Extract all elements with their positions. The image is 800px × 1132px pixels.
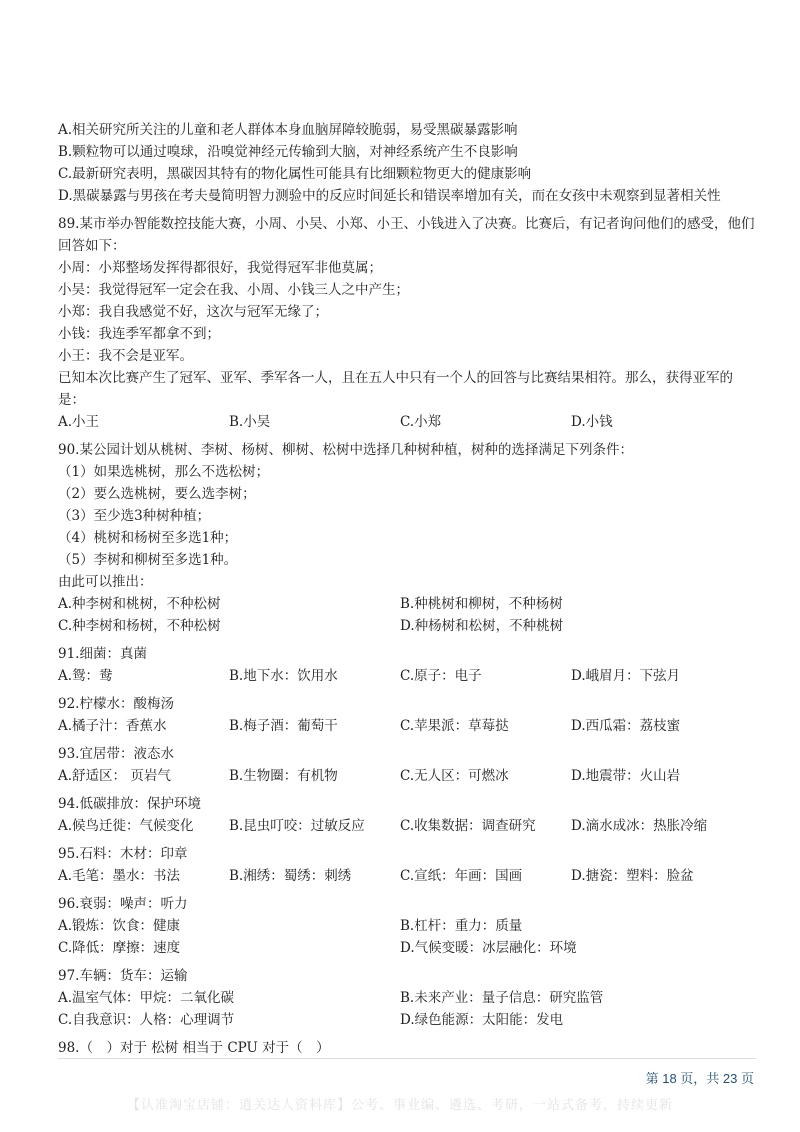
option-c: C.宣纸：年画：国画: [400, 868, 523, 884]
option-c: C.自我意识：人格：心理调节: [58, 1012, 235, 1028]
question-stem: 90.某公园计划从桃树、李树、杨树、柳树、松树中选择几种树种植，树种的选择满足下列条件：: [58, 442, 633, 458]
option-a: A.候鸟迁徙：气候变化: [58, 818, 194, 834]
question-stem: 96.衰弱：噪声：听力: [58, 896, 188, 912]
question-96: [58, 893, 758, 959]
option-c: C.降低：摩擦：速度: [58, 940, 181, 956]
question-stem: 93.宜居带：液态水: [58, 746, 174, 762]
condition-line: （5）李树和柳树至多选1种。: [58, 552, 238, 568]
option-c: C.苹果派：草莓挞: [400, 718, 509, 734]
watermark-text: 【认准淘宝店铺：逍关达人资料库】公考、事业编、遴选、考研，一站式备考，持续更新: [126, 1098, 673, 1113]
question-89: [58, 213, 758, 433]
options-row: [58, 411, 758, 433]
option-d: D.绿色能源：太阳能：发电: [400, 1012, 564, 1028]
option-d: D.气候变暖：冰层融化：环境: [400, 940, 577, 956]
option-a: A.种李树和桃树，不种松树: [58, 596, 221, 612]
answer-line: 小周：小郑整场发挥得都很好，我觉得冠军非他莫属；: [58, 260, 382, 276]
option-c: C.无人区：可燃冰: [400, 768, 509, 784]
option-b: B.杠杆：重力：质量: [400, 918, 523, 934]
option-b: B.地下水：饮用水: [229, 668, 338, 684]
question-95: [58, 843, 758, 887]
option-b: B.未来产业：量子信息：研究监管: [400, 990, 604, 1006]
option-c: C.最新研究表明，黑碳因其特有的物化属性可能具有比细颗粒物更大的健康影响: [58, 166, 532, 182]
condition-line: （3）至少选3种树种植；: [58, 508, 211, 524]
option-a: A.相关研究所关注的儿童和老人群体本身血脑屏障较脆弱，易受黑碳暴露影响: [58, 122, 518, 138]
question-text: 已知本次比赛产生了冠军、亚军、季军各一人，且在五人中只有一个人的回答与比赛结果相符。那么，获得亚军的是：: [58, 370, 733, 408]
options-row: [58, 593, 758, 615]
question-90: [58, 439, 758, 637]
options-row: [58, 615, 758, 637]
option-d: D.搪瓷：塑料：脸盆: [571, 868, 694, 884]
question-91: [58, 643, 758, 687]
page-number: 第 18 页，共 23 页: [645, 1071, 754, 1086]
options-row: [58, 987, 758, 1009]
question-stem: 89.某市举办智能数控技能大赛，小周、小吴、小郑、小王、小钱进入了决赛。比赛后，有记者询问他们的感受，他们回答如下：: [58, 216, 755, 254]
answer-line: 小郑：我自我感觉不好，这次与冠军无缘了；: [58, 304, 328, 320]
option-b: B.梅子酒：葡萄干: [229, 718, 338, 734]
option-c: C.收集数据：调查研究: [400, 818, 536, 834]
options-row: [58, 915, 758, 937]
options-row: [58, 765, 758, 787]
option-d: D.种杨树和松树，不种桃树: [400, 618, 564, 634]
question-stem: 91.细菌：真菌: [58, 646, 147, 662]
question-stem: 97.车辆：货车：运输: [58, 968, 188, 984]
option-a: A.橘子汁：香蕉水: [58, 718, 167, 734]
question-98: [58, 1037, 758, 1059]
option-b: B.昆虫叮咬：过敏反应: [229, 818, 365, 834]
question-92: [58, 693, 758, 737]
question-stem: 92.柠檬水：酸梅汤: [58, 696, 174, 712]
answer-line: 小王：我不会是亚军。: [58, 348, 193, 364]
option-a: A.鸳：鸯: [58, 668, 113, 684]
option-c: C.小郑: [400, 414, 442, 430]
option-d: D.小钱: [571, 414, 613, 430]
footer-divider: [58, 1058, 756, 1059]
answer-line: 小吴：我觉得冠军一定会在我、小周、小钱三人之中产生；: [58, 282, 409, 298]
question-stem: 94.低碳排放：保护环境: [58, 796, 201, 812]
question-lead: 由此可以推出：: [58, 574, 153, 590]
question-93: [58, 743, 758, 787]
option-c: C.种李树和杨树，不种松树: [58, 618, 221, 634]
option-b: B.颗粒物可以通过嗅球，沿嗅觉神经元传输到大脑，对神经系统产生不良影响: [58, 144, 518, 160]
option-b: B.小吴: [229, 414, 271, 430]
option-d: D.黑碳暴露与男孩在考夫曼简明智力测验中的反应时间延长和错误率增加有关，而在女孩中未观察到显著相关性: [58, 188, 721, 204]
question-97: [58, 965, 758, 1031]
option-c: C.原子：电子: [400, 668, 482, 684]
option-d: D.峨眉月：下弦月: [571, 668, 681, 684]
question-stem: 95.石料：木材：印章: [58, 846, 188, 862]
option-b: B.种桃树和柳树，不种杨树: [400, 596, 563, 612]
option-a: A.锻炼：饮食：健康: [58, 918, 181, 934]
options-row: [58, 815, 758, 837]
options-row: [58, 665, 758, 687]
question-stem: 98.（ ）对于 松树 相当于 CPU 对于（ ）: [58, 1040, 330, 1056]
condition-line: （4）桃树和杨树至多选1种；: [58, 530, 238, 546]
option-b: B.生物圈：有机物: [229, 768, 338, 784]
option-a: A.温室气体：甲烷：二氧化碳: [58, 990, 235, 1006]
option-d: D.地震带：火山岩: [571, 768, 681, 784]
option-a: A.小王: [58, 414, 100, 430]
option-a: A.毛笔：墨水：书法: [58, 868, 181, 884]
options-row: [58, 937, 758, 959]
option-a: A.舒适区： 页岩气: [58, 768, 171, 784]
option-d: D.西瓜霜：荔枝蜜: [571, 718, 681, 734]
condition-line: （1）如果选桃树，那么不选松树；: [58, 464, 270, 480]
exam-page: [58, 119, 758, 1059]
option-b: B.湘绣：蜀绣：刺绣: [229, 868, 352, 884]
condition-line: （2）要么选桃树，要么选李树；: [58, 486, 256, 502]
question-88-options: [58, 119, 758, 207]
options-row: [58, 865, 758, 887]
option-d: D.滴水成冰：热胀冷缩: [571, 818, 708, 834]
question-94: [58, 793, 758, 837]
answer-line: 小钱：我连季军都拿不到；: [58, 326, 220, 342]
options-row: [58, 715, 758, 737]
options-row: [58, 1009, 758, 1031]
